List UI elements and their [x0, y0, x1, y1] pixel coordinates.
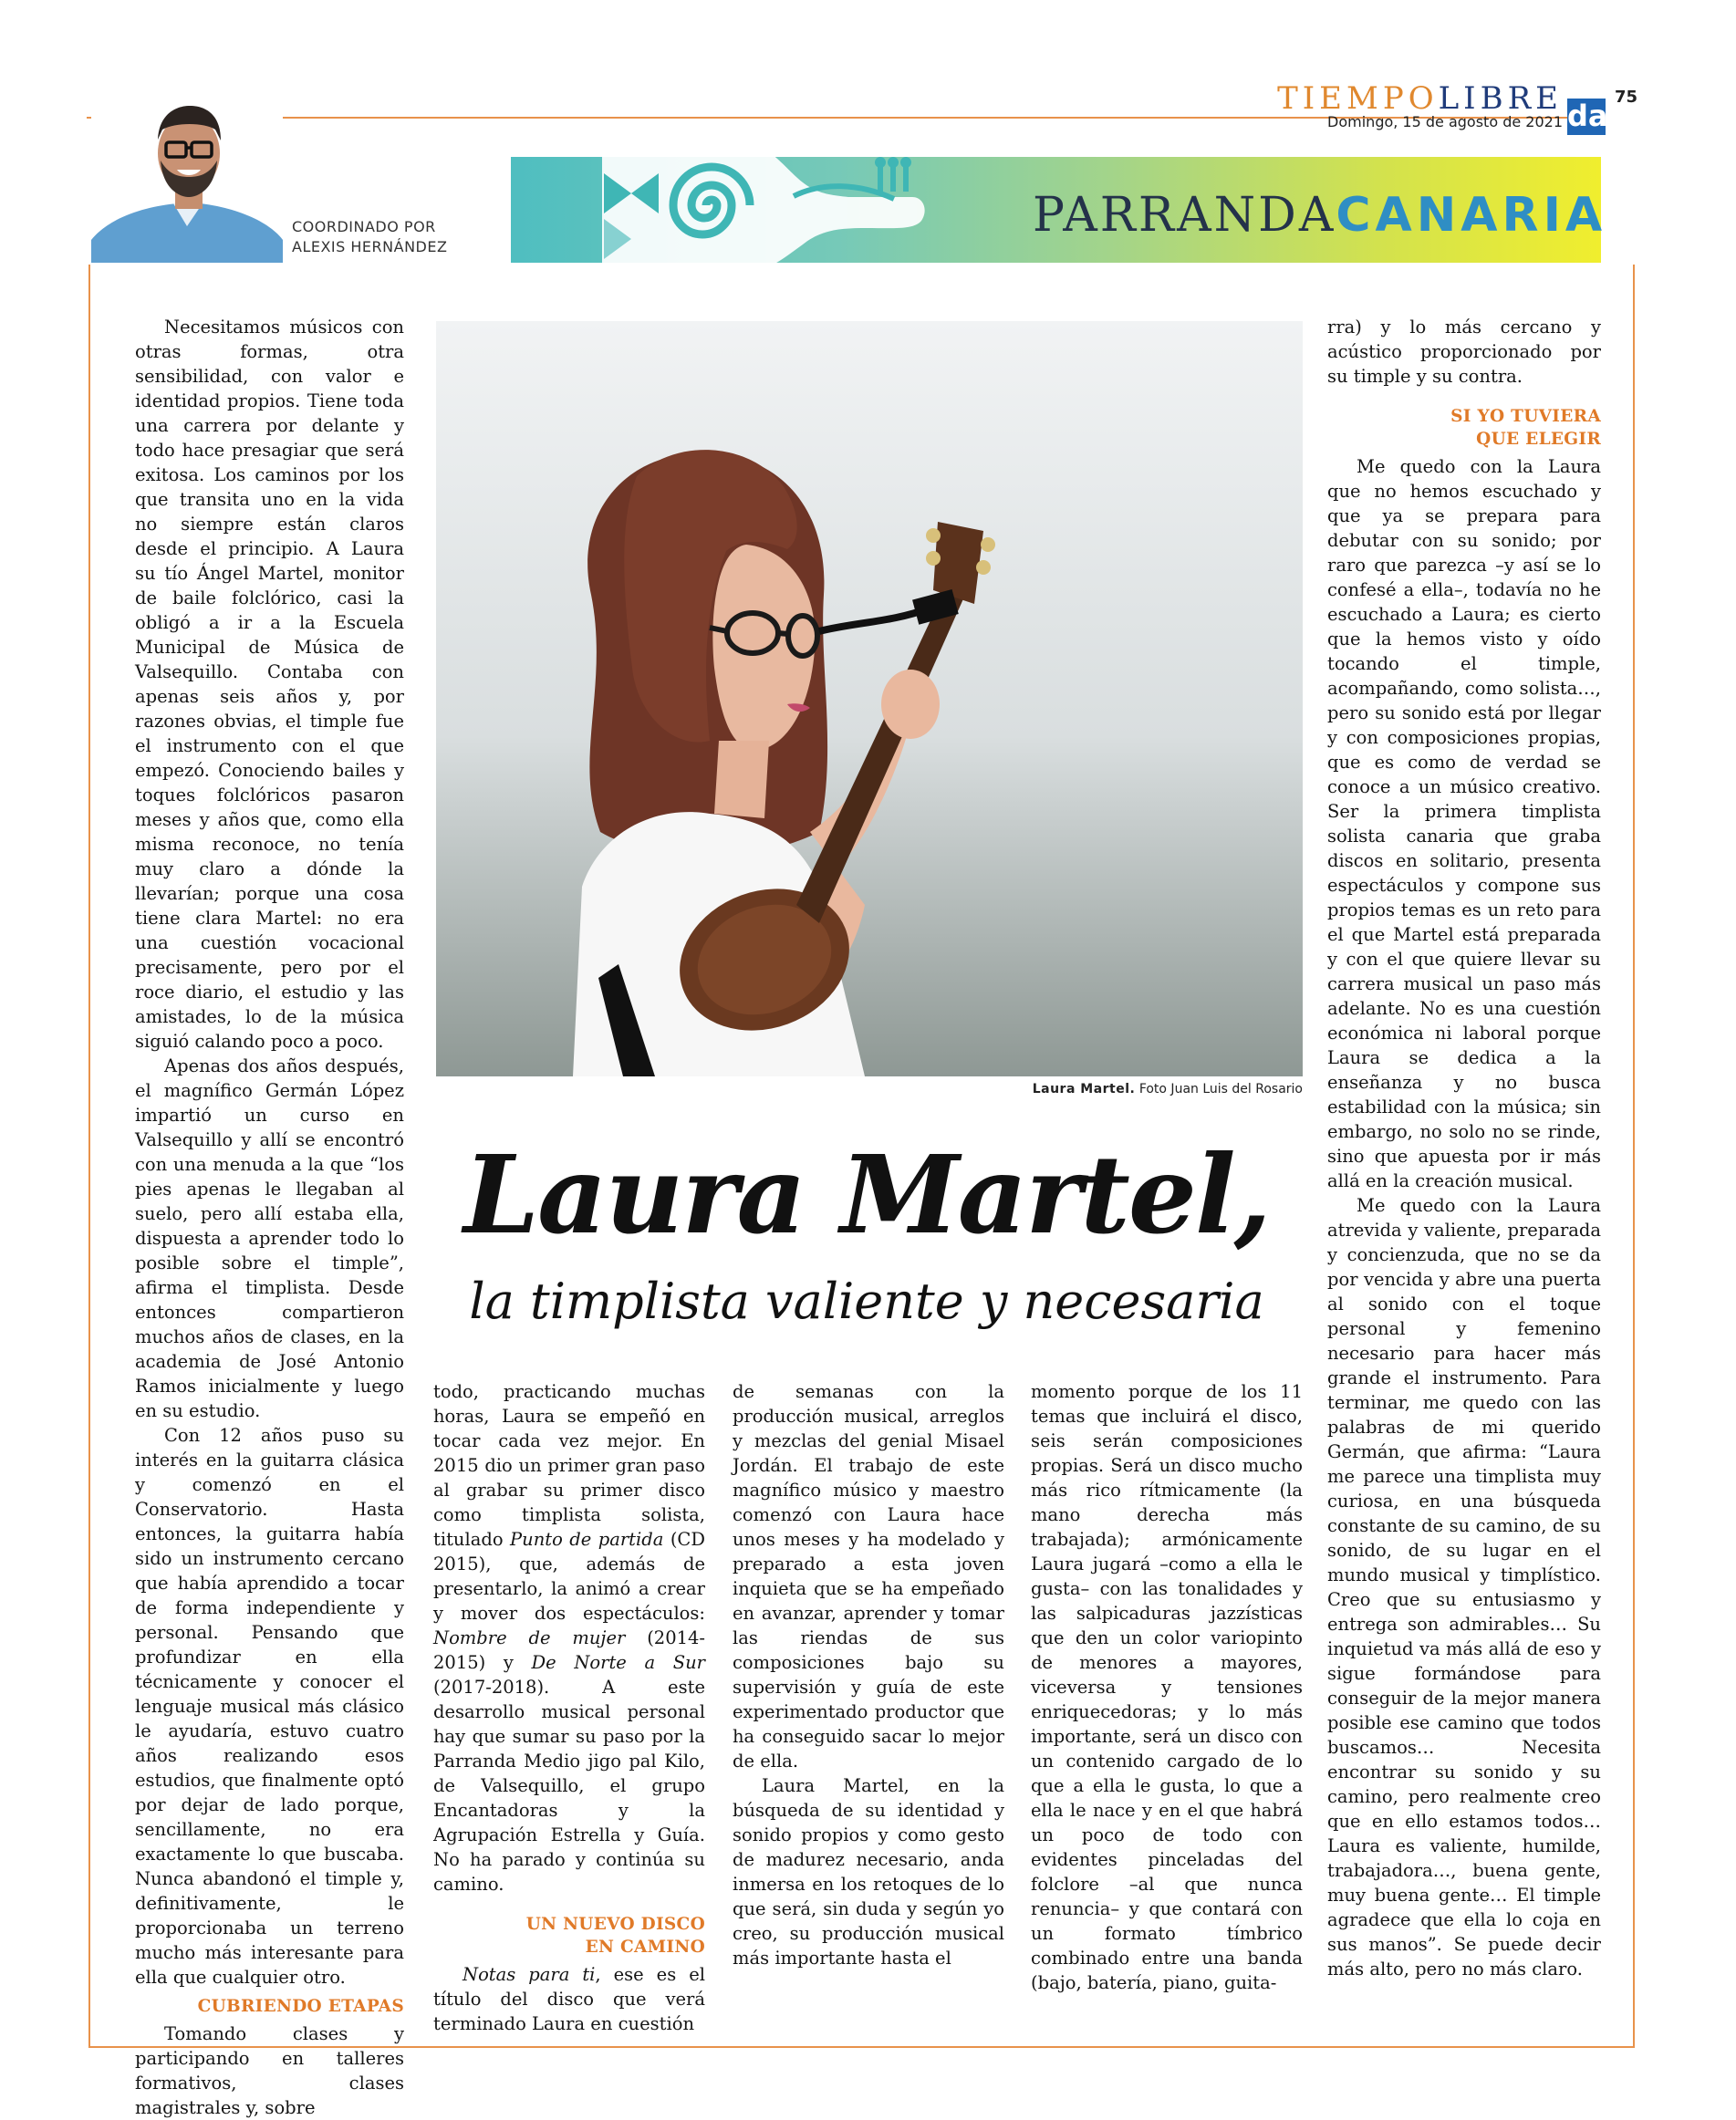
paragraph [433, 1962, 705, 2036]
column-5 [1327, 315, 1601, 1981]
paragraph: Apenas dos años después, el magnífico Germán López impartió un curso en Valsequillo y allí se encontró con una menuda a la que “los pies apenas le llegaban al suelo, pero allí estaba ella, dispuesta a aprender todo lo posible sobre el timple”, afirma el timplista. Desde entonces compartieron muchos años de clases, en la academia de José Antonio Ramos inicialmente y luego en su estudio. [135, 1055, 404, 1421]
subhead-line: UN NUEVO DISCO [525, 1915, 705, 1934]
page-number: 75 [1615, 88, 1638, 107]
paragraph: momento porque de los 11 temas que incluirá el disco, seis serán composiciones propias. Será un disco mucho más rico rítmicamente (la mano derecha más trabajada); armónicamente Laura jugará –como a ella le gusta– con las tonalidades y las salpicaduras jazzísticas que den un color variopinto de menores a mayores, viceversa y tensiones enriquecedoras; y lo más importante, será un disco con un contenido cargado de lo que a ella le gusta, lo que a ella le nace y en el que habrá un poco de todo con evidentes pinceladas del folclore –al que nunca renuncia– y que contará con un formato tímbrico combinado entre una banda (bajo, batería, piano, guita- [1031, 1381, 1303, 1993]
paragraph: Me quedo con la Laura atrevida y valiente, preparada y concienzuda, que no se da por vencida y abre una puerta al sonido con el toque personal y femenino necesario para hacer más grande el instrumento. Para terminar, me quedo con las palabras de mi querido Germán, que afirma: “Laura me parece una timplista muy curiosa, en una búsqueda constante de su camino, de su sonido, de su lugar en el mundo musical y timplístico. Creo que su entusiasmo y entrega son admirables… Su inquietud va más allá de eso y sigue formándose para conseguir de la mejor manera posible ese camino que todos buscamos… Necesita encontrar su sonido y su camino, pero realmente creo que en ello estamos todos… Laura es valiente, humilde, trabajadora…, buena gente, muy buena gente… El timple agradece que ella lo coja en sus manos”. Se puede decir más alto, pero no más claro. [1327, 1195, 1601, 1980]
text-run: todo, practicando muchas horas, Laura se empeñó en tocar cada vez mejor. En 2015 dio un primer gran paso al grabar su primer disco como timplista solista, titulado [433, 1381, 705, 1550]
show-title: Nombre de mujer [433, 1627, 626, 1648]
subhead-line: SI YO TUVIERA [1450, 407, 1601, 426]
text-run: , ese es el título del disco que verá terminado Laura en cuestión [433, 1964, 705, 2034]
subhead-nuevo-disco [433, 1913, 705, 1959]
text-run: (2017-2018). A este desarrollo musical personal hay que sumar su paso por la Parranda Medio jigo pal Kilo, de Valsequillo, el grupo Encantadoras y la Agrupación Estrella y Guía. No ha parado y continúa su camino. [433, 1677, 705, 1895]
subhead-si-yo-tuviera [1327, 405, 1601, 451]
column-3 [733, 1379, 1004, 1970]
newspaper-logo: da [1567, 99, 1608, 133]
column-2 [433, 1379, 705, 2036]
coordinator-credit [292, 217, 447, 257]
paragraph: Necesitamos músicos con otras formas, otra sensibilidad, con valor e identidad propios. Tiene toda una carrera por delante y todo hace presagiar que será exitosa. Los caminos por los que transita uno en la vida no siempre están claros desde el principio. A Laura su tío Ángel Martel, monitor de baile folclórico, casi la obligó a ir a la Escuela Municipal de Música de Valsequillo. Contaba con apenas seis años y, por razones obvias, el timple fue el instrumento con el que empezó. Conociendo bailes y toques folclóricos pasaron meses y años que, como ella misma reconoce, no tenía muy claro a dónde la llevarían; porque una cosa tiene clara Martel: no era una cuestión vocacional precisamente, pero por el roce diario, el estudio y las amistades, lo de la música siguió calando poco a poco. [135, 317, 404, 1052]
text-run: (CD 2015), que, además de presentarlo, la animó a crear y mover dos espectáculos: [433, 1529, 705, 1624]
frame-left [88, 265, 90, 2048]
show-title: De Norte a Sur [531, 1652, 705, 1673]
guitar-logo-icon [584, 128, 949, 283]
paragraph: Tomando clases y participando en talleres formativos, clases magistrales y, sobre [135, 2023, 404, 2118]
article-photo [436, 321, 1303, 1076]
caption-name: Laura Martel. [1032, 1082, 1136, 1096]
frame-right [1633, 265, 1635, 2048]
album-title: Notas para ti [463, 1964, 596, 1985]
text-run: (2014-2015) y [433, 1627, 706, 1673]
masthead-word-libre: LIBRE [1438, 80, 1563, 117]
coordinator-label: COORDINADO POR [292, 218, 436, 235]
subhead-line: QUE ELEGIR [1476, 430, 1601, 449]
masthead [1277, 80, 1563, 130]
coordinator-name: ALEXIS HERNÁNDEZ [292, 238, 448, 255]
issue-date: Domingo, 15 de agosto de 2021 [1327, 113, 1563, 130]
paragraph: Me quedo con la Laura que no hemos escuchado y que ya se prepara para debutar con su sonido; por raro que parezca –y así se lo confesé a ella–, todavía no he escuchado a Laura; es cierto que la hemos visto y oído tocando el timple, acompañando, como solista…, pero su sonido está por llegar y con composiciones propias, que es como de verdad se conoce a un músico creativo. Ser la primera timplista solista canaria que graba discos en solitario, presenta espectáculos y compone sus propios temas es un reto para el que Martel está preparada y con el que quiere llevar su carrera musical un paso más adelante. No es una cuestión económica ni laboral porque Laura se dedica a la enseñanza y no busca estabilidad con la música; sin embargo, no solo no se rinde, sino que apuesta por ir más allá en la creación musical. [1327, 456, 1601, 1191]
section-title-canaria: CANARIA [1336, 188, 1607, 243]
section-title [1033, 188, 1606, 243]
photo-caption [436, 1082, 1303, 1096]
subhead-cubriendo-etapas: CUBRIENDO ETAPAS [197, 1997, 404, 2016]
paragraph: de semanas con la producción musical, arreglos y mezclas del genial Misael Jordán. El trabajo de este magnífico músico y maestro comenzó con Laura hace unos meses y ha modelado y preparado a esta joven inquieta que se ha empeñado en avanzar, aprender y tomar las riendas de sus composiciones bajo su supervisión y guía de este experimentado productor que ha conseguido sacar lo mejor de ella. [733, 1381, 1004, 1772]
headline: Laura Martel, [463, 1131, 1270, 1258]
subhead-line: EN CAMINO [585, 1938, 705, 1957]
paragraph: Laura Martel, en la búsqueda de su identidad y sonido propios y como gesto de madurez necesario, anda inmersa en los retoques de lo que será, sin duda y según yo creo, su producción musical más importante hasta el [733, 1775, 1004, 1969]
column-4 [1031, 1379, 1303, 1995]
paragraph: rra) y lo más cercano y acústico proporcionado por su timple y su contra. [1327, 317, 1601, 387]
paragraph [433, 1379, 705, 1897]
album-title: Punto de partida [510, 1529, 664, 1550]
caption-credit: Foto Juan Luis del Rosario [1138, 1082, 1303, 1096]
section-title-parranda: PARRANDA [1033, 188, 1336, 243]
paragraph: Con 12 años puso su interés en la guitarra clásica y comenzó en el Conservatorio. Hasta entonces, la guitarra había sido un instrumento cercano que había aprendido a tocar de forma independiente y personal. Pensando que profundizar en ella técnicamente y conocer el lenguaje musical más clásico le ayudaría, estuvo cuatro años realizando esos estudios, que finalmente optó por dejar de lado porque, sencillamente, no era exactamente lo que buscaba. Nunca abandonó el timple y, definitivamente, le proporcionaba un terreno mucho más interesante para ella que cualquier otro. [135, 1425, 404, 1988]
masthead-word-tiempo: TIEMPO [1277, 80, 1439, 117]
portrait-photo [91, 89, 283, 263]
masthead-title [1277, 80, 1563, 117]
column-1 [135, 315, 404, 2120]
subheadline: la timplista valiente y necesaria [469, 1273, 1264, 1330]
